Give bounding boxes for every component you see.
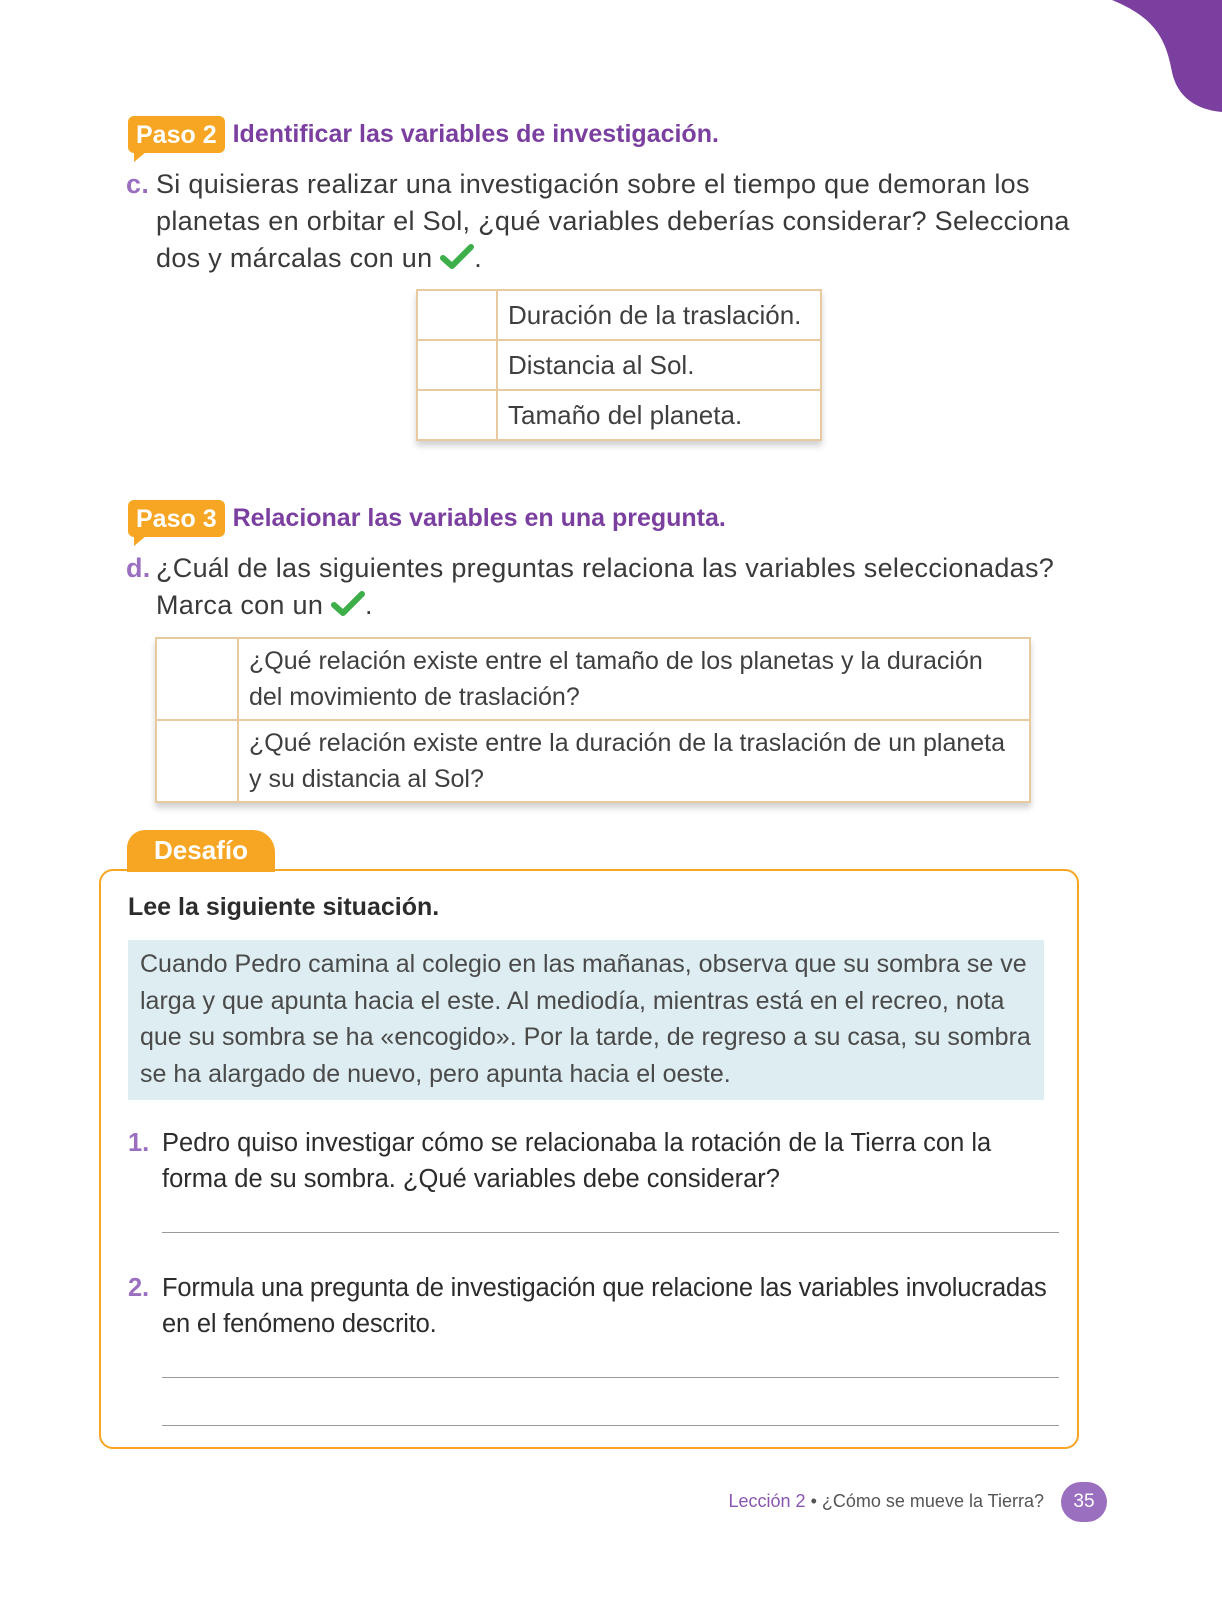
option-line: y su distancia al Sol? — [249, 765, 484, 793]
option-text — [238, 638, 1030, 720]
step3-header — [128, 500, 726, 537]
situation-line: que su sombra se ha «encogido». Por la tarde, de regreso a su casa, su sombra — [140, 1023, 1031, 1051]
table-row — [156, 720, 1030, 802]
challenge-item-2 — [128, 1270, 1047, 1342]
step2-title: Identificar las variables de investigación. — [232, 120, 719, 148]
item-line: forma de su sombra. ¿Qué variables debe considerar? — [162, 1165, 780, 1193]
challenge-tab: Desafío — [127, 830, 275, 872]
checkbox-cell[interactable] — [417, 390, 497, 440]
step2-header — [128, 116, 719, 153]
table-row — [417, 290, 821, 340]
checkbox-cell[interactable] — [417, 340, 497, 390]
question-d-line2-text: Marca con un — [156, 590, 324, 620]
questions-table — [155, 637, 1031, 803]
checkbox-cell[interactable] — [156, 720, 238, 802]
question-c-line1: Si quisieras realizar una investigación sobre el tiempo que demoran los — [156, 169, 1030, 199]
question-d-line2 — [156, 587, 1054, 624]
footer-separator: • — [810, 1491, 817, 1511]
corner-decoration — [1112, 0, 1222, 112]
check-icon — [331, 591, 365, 617]
question-c-letter: c. — [126, 169, 150, 199]
table-row — [156, 638, 1030, 720]
option-label: Tamaño del planeta. — [497, 390, 821, 440]
variables-table — [416, 289, 822, 441]
question-d-end: . — [365, 590, 373, 620]
situation-line: se ha alargado de nuevo, pero apunta hacia el oeste. — [140, 1059, 731, 1088]
option-line: ¿Qué relación existe entre el tamaño de los planetas y la duración — [249, 647, 983, 675]
question-c-line2: planetas en orbitar el Sol, ¿qué variables deberías considerar? Selecciona — [156, 206, 1070, 236]
step3-tag: Paso 3 — [128, 500, 225, 537]
footer — [729, 1491, 1045, 1512]
checkbox-cell[interactable] — [156, 638, 238, 720]
option-label: Distancia al Sol. — [497, 340, 821, 390]
check-icon — [440, 244, 474, 270]
item-line: Pedro quiso investigar cómo se relacionaba la rotación de la Tierra con la — [162, 1129, 992, 1157]
item-number: 1. — [128, 1129, 150, 1157]
question-c-line3 — [156, 240, 1070, 277]
answer-line[interactable] — [162, 1232, 1059, 1233]
item-number: 2. — [128, 1274, 149, 1302]
page-number: 35 — [1061, 1482, 1107, 1522]
option-line: ¿Qué relación existe entre la duración de la traslación de un planeta — [249, 729, 1006, 757]
item-line: en el fenómeno descrito. — [162, 1310, 437, 1338]
situation-text — [128, 940, 1044, 1100]
option-line: del movimiento de traslación? — [249, 683, 580, 711]
answer-line[interactable] — [162, 1377, 1059, 1378]
option-label: Duración de la traslación. — [497, 290, 821, 340]
question-d-letter: d. — [126, 553, 151, 583]
situation-line: larga y que apunta hacia el este. Al mediodía, mientras está en el recreo, nota — [140, 986, 1005, 1015]
challenge-lead: Lee la siguiente situación. — [128, 893, 440, 921]
step3-title: Relacionar las variables en una pregunta. — [232, 504, 726, 532]
table-row — [417, 340, 821, 390]
step2-tag: Paso 2 — [128, 116, 225, 153]
challenge-item-1 — [128, 1125, 992, 1197]
footer-topic: ¿Cómo se mueve la Tierra? — [821, 1491, 1044, 1511]
situation-line: Cuando Pedro camina al colegio en las mañanas, observa que su sombra se ve — [140, 950, 1027, 978]
footer-lesson: Lección 2 — [728, 1491, 806, 1511]
question-c-line3-text: dos y márcalas con un — [156, 243, 433, 273]
item-line: Formula una pregunta de investigación que relacione las variables involucradas — [162, 1274, 1047, 1302]
question-c-end: . — [474, 243, 483, 273]
answer-line[interactable] — [162, 1425, 1059, 1426]
question-d — [126, 550, 1055, 624]
option-text — [238, 720, 1030, 802]
checkbox-cell[interactable] — [417, 290, 497, 340]
table-row — [417, 390, 821, 440]
question-c — [126, 166, 1070, 277]
question-d-line1: ¿Cuál de las siguientes preguntas relaciona las variables seleccionadas? — [156, 553, 1055, 583]
